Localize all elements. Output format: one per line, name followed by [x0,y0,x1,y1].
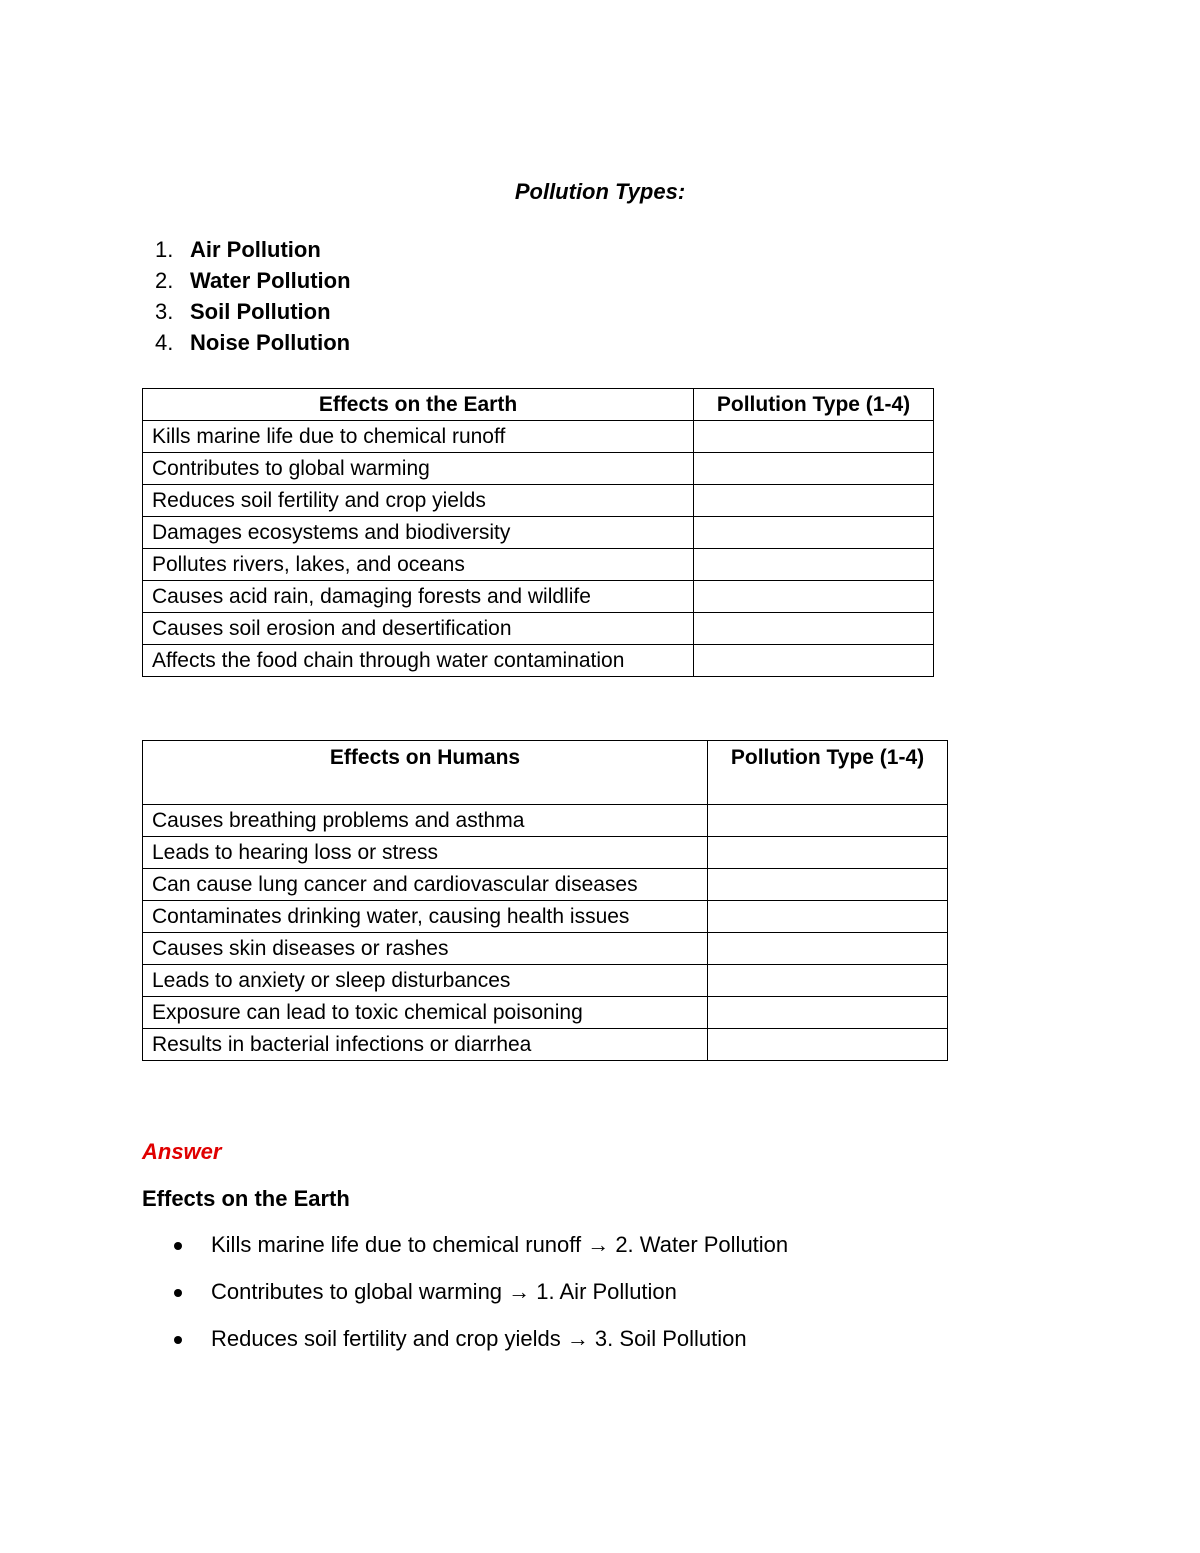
pollution-type-label: Air Pollution [190,237,321,262]
table-header-row [143,389,934,421]
list-number: 1. [155,237,174,262]
document-title: Pollution Types: [514,179,686,204]
table-row [143,485,934,517]
table-row [143,453,934,485]
effect-cell: Exposure can lead to toxic chemical poisoning [143,997,708,1029]
effect-cell: Causes skin diseases or rashes [143,933,708,965]
effect-cell: Damages ecosystems and biodiversity [143,517,694,549]
table-header-row [143,741,948,805]
table-row [143,549,934,581]
answer-cell[interactable] [708,837,948,869]
answer-cell[interactable] [694,613,934,645]
table-row [143,901,948,933]
column-header-pollution-type: Pollution Type (1-4) [708,741,948,805]
list-number: 4. [155,330,174,355]
answer-cell[interactable] [694,645,934,677]
table-row [143,517,934,549]
list-item [150,329,351,360]
answer-text: Contributes to global warming → 1. Air Pollution [211,1279,677,1304]
answer-cell[interactable] [708,965,948,997]
effect-cell: Kills marine life due to chemical runoff [143,421,694,453]
answer-section-heading: Effects on the Earth [142,1186,350,1211]
effect-cell: Results in bacterial infections or diarrhea [143,1029,708,1061]
bullet-icon [174,1242,182,1250]
answer-cell[interactable] [708,933,948,965]
table-row [143,837,948,869]
answer-cell[interactable] [708,997,948,1029]
effect-cell: Can cause lung cancer and cardiovascular diseases [143,869,708,901]
list-item [150,236,351,267]
pollution-type-label: Water Pollution [190,268,351,293]
column-header-effect: Effects on the Earth [143,389,694,421]
answer-text: Kills marine life due to chemical runoff → 2. Water Pollution [211,1232,789,1257]
bullet-icon [174,1289,182,1297]
answer-heading: Answer [142,1139,222,1164]
answer-cell[interactable] [708,869,948,901]
answer-cell[interactable] [708,805,948,837]
answer-text: Reduces soil fertility and crop yields → 3. Soil Pollution [211,1326,747,1351]
table-row [143,933,948,965]
effect-cell: Affects the food chain through water contamination [143,645,694,677]
answer-cell[interactable] [694,421,934,453]
earth-effects-table [142,388,934,677]
answer-cell[interactable] [694,485,934,517]
effect-cell: Leads to anxiety or sleep disturbances [143,965,708,997]
answer-cell[interactable] [708,1029,948,1061]
pollution-type-label: Soil Pollution [190,299,331,324]
effect-cell: Causes acid rain, damaging forests and wildlife [143,581,694,613]
effect-cell: Leads to hearing loss or stress [143,837,708,869]
table-row [143,805,948,837]
list-number: 2. [155,268,174,293]
table-row [143,997,948,1029]
table-row [143,965,948,997]
table-row [143,869,948,901]
human-effects-table [142,740,948,1061]
answer-cell[interactable] [694,453,934,485]
answer-cell[interactable] [694,549,934,581]
effect-cell: Causes soil erosion and desertification [143,613,694,645]
bullet-icon [174,1336,182,1344]
list-item [150,267,351,298]
answer-cell[interactable] [694,581,934,613]
effect-cell: Contaminates drinking water, causing health issues [143,901,708,933]
pollution-types-list [150,236,351,360]
table-row [143,645,934,677]
effect-cell: Pollutes rivers, lakes, and oceans [143,549,694,581]
list-item [150,298,351,329]
answer-cell[interactable] [708,901,948,933]
pollution-type-label: Noise Pollution [190,330,351,355]
table-row [143,581,934,613]
effect-cell: Causes breathing problems and asthma [143,805,708,837]
table-row [143,613,934,645]
column-header-pollution-type: Pollution Type (1-4) [694,389,934,421]
table-row [143,1029,948,1061]
column-header-effect: Effects on Humans [143,741,708,805]
answer-cell[interactable] [694,517,934,549]
list-number: 3. [155,299,174,324]
effect-cell: Contributes to global warming [143,453,694,485]
table-row [143,421,934,453]
effect-cell: Reduces soil fertility and crop yields [143,485,694,517]
